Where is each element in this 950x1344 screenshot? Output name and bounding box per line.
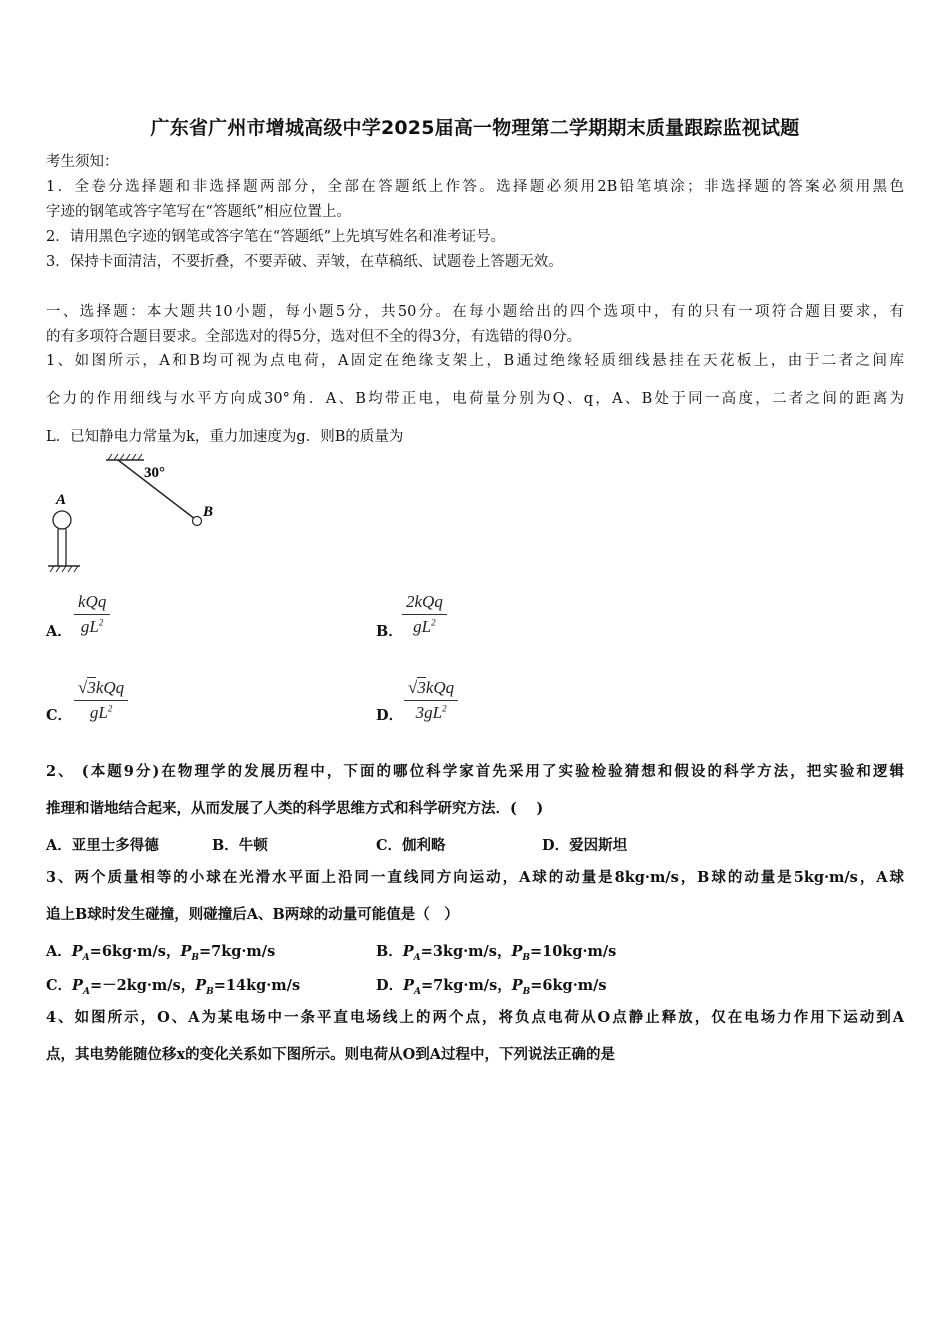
charge-b [193, 517, 202, 526]
q2-option-b[interactable]: B．牛顿 [212, 837, 268, 854]
q3-option-c[interactable]: C．$P_A=-2kg\cdot m/s$，$P_B=14kg\cdot m/s$ [46, 977, 301, 997]
question-4-text: 4、如图所示，O、A为某电场中一条平直电场线上的两个点，将负点电荷从O点静止释放，仅在电场力作用下运动到A [46, 1009, 904, 1026]
question-4-text: 点，其电势能随位移x的变化关系如下图所示。则电荷从O到A过程中，下列说法正确的是 [46, 1046, 616, 1063]
option-c-label[interactable]: C． [46, 707, 73, 724]
notice-item: 3．保持卡面清洁，不要折叠，不要弄破、弄皱，在草稿纸、试题卷上答题无效。 [46, 254, 563, 270]
q3-option-a[interactable]: A．$P_A=6kg\cdot m/s$，$P_B=7kg\cdot m/s$ [46, 943, 276, 963]
charge-diagram [40, 452, 230, 577]
option-b-formula[interactable]: 2kQq $gL^2$ [402, 592, 447, 637]
q2-option-a[interactable]: A．亚里士多得德 [46, 837, 159, 854]
label-b: B [203, 504, 214, 520]
question-2-text: 2、 (本题9分)在物理学的发展历程中，下面的哪位科学家首先采用了实验检验猜想和假设的科学方法，把实验和逻辑 [46, 763, 904, 780]
label-a: A [56, 492, 67, 508]
q3-option-d[interactable]: D．$P_A=7kg\cdot m/s$，$P_B=6kg\cdot m/s$ [376, 977, 607, 997]
option-a-label[interactable]: A． [46, 623, 72, 640]
section-header: 的有多项符合题目要求。全部选对的得5分，选对但不全的得3分，有选错的得0分。 [46, 329, 582, 345]
option-b-label[interactable]: B． [376, 623, 403, 640]
question-3-text: 追上B球时发生碰撞，则碰撞后A、B两球的动量可能值是（ ） [46, 906, 459, 923]
q2-option-d[interactable]: D．爱因斯坦 [542, 837, 628, 854]
angle-label: 30° [144, 465, 165, 481]
question-1-text: 1、如图所示，A和B均可视为点电荷，A固定在绝缘支架上，B通过绝缘轻质细线悬挂在天花板上，由于二者之间库 [46, 353, 904, 369]
question-2-text: 推理和谐地结合起来，从而发展了人类的科学思维方式和科学研究方法．( ) [46, 800, 544, 817]
page-title: 广东省广州市增城高级中学2025届高一物理第二学期期末质量跟踪监视试题 [150, 117, 800, 139]
q3-option-b[interactable]: B．$P_A=3kg\cdot m/s$，$P_B=10kg\cdot m/s$ [376, 943, 617, 963]
question-3-text: 3、两个质量相等的小球在光滑水平面上沿同一直线同方向运动，A球的动量是8kg·m/s，B球的动量是5kg·m/s，A球 [46, 869, 904, 886]
notice-item: 1．全卷分选择题和非选择题两部分，全部在答题纸上作答。选择题必须用2B铅笔填涂；非选择题的答案必须用黑色 [46, 179, 904, 195]
option-a-formula[interactable]: kQq $gL^2$ [74, 592, 110, 637]
notice-item: 2．请用黑色字迹的钢笔或答字笔在“答题纸”上先填写姓名和准考证号。 [46, 229, 506, 245]
q2-option-c[interactable]: C．伽利略 [376, 837, 446, 854]
question-1-text: 仑力的作用细线与水平方向成30°角．A、B均带正电，电荷量分别为Q、q，A、B处于同一高度，二者之间的距离为 [46, 391, 904, 407]
question-1-text: L．已知静电力常量为k，重力加速度为g．则B的质量为 [46, 429, 404, 445]
section-header: 一、选择题：本大题共10小题，每小题5分，共50分。在每小题给出的四个选项中，有的只有一项符合题目要求，有 [46, 304, 904, 320]
option-d-label[interactable]: D． [376, 707, 404, 724]
option-d-formula[interactable]: √3kQq $3gL^2$ [404, 678, 458, 723]
notice-heading: 考生须知： [46, 154, 119, 170]
notice-item: 字迹的钢笔或答字笔写在“答题纸”相应位置上。 [46, 204, 351, 220]
charge-a [53, 511, 71, 529]
option-c-formula[interactable]: √3kQq $gL^2$ [74, 678, 128, 723]
